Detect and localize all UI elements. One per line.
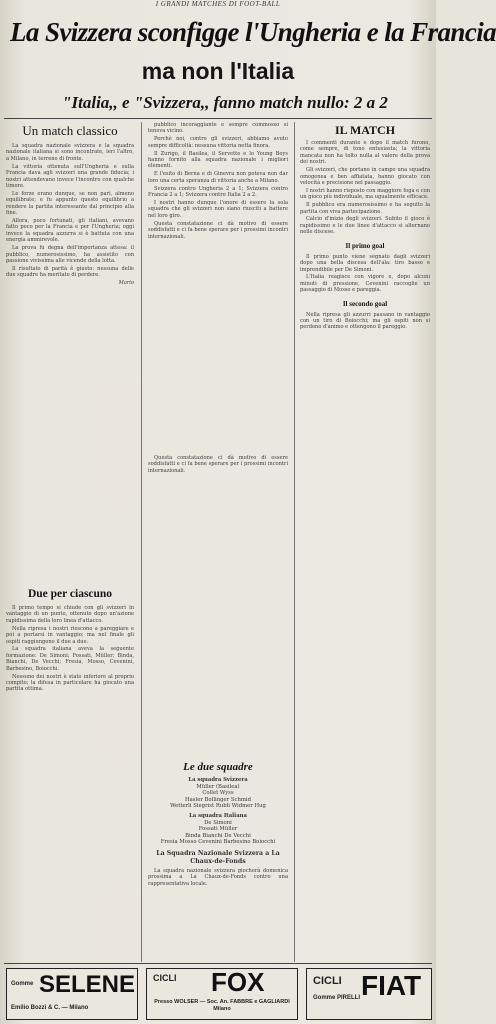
ad-sub: Presso WOLSER — Soc. An. FABBRE e GAGLIARDI Milano bbox=[154, 999, 290, 1012]
paragraph: Il primo punto viene segnato dagli svizzeri dopo una bella discesa dell'ala: tiro basso e imprendibile per De Simoni. bbox=[300, 253, 430, 273]
team-line: Fossati Müller bbox=[198, 826, 238, 833]
advertisement-fox bbox=[146, 968, 298, 1020]
ad-top: CICLI bbox=[153, 973, 177, 983]
divider bbox=[4, 118, 432, 119]
ad-sub: Gomme PIRELLI bbox=[313, 995, 361, 1001]
column-rule bbox=[141, 122, 142, 962]
column-center-text bbox=[148, 455, 288, 755]
paragraph: Il primo tempo si chiude con gli svizzeri in vantaggio di un punto, ottenuto dopo un'azione rapidissima della loro linea d'attacco. bbox=[6, 605, 134, 624]
column-right bbox=[300, 122, 430, 962]
team-line: Collet Wyss bbox=[202, 790, 234, 797]
ad-brand: SELENE bbox=[39, 971, 136, 998]
paragraph: Il pubblico era numerosissimo e ha seguito la partita con viva partecipazione. bbox=[300, 202, 430, 215]
divider bbox=[4, 963, 432, 964]
paragraph: La squadra nazionale svizzera e la squadra nazionale italiana si sono incontrate, ieri l'altro, a Milano, in terreno di fronte. bbox=[6, 143, 134, 162]
paragraph: I nostri hanno dunque l'onore di essere la sola squadra che gli svizzeri non siano riusciti a battere nel loro giro. bbox=[148, 199, 288, 219]
paragraph: La prova fu degna dell'importanza attesa: il pubblico, numerosissimo, ha assistito con passione vivissima alle vicende della lotta. bbox=[6, 245, 134, 264]
paragraph: Questa constatazione ci dà motivo di essere soddisfatti e ci fa bene sperare per i prossimi incontri internazionali. bbox=[148, 455, 288, 474]
paragraph: La squadra italiana aveva la seguente formazione: De Simoni; Fossati, Müller; Binda, Bianchi, De Vecchi; Fresia, Mosso, Cevenini, Barbesino, Boiocchi. bbox=[6, 646, 134, 672]
column-center bbox=[148, 122, 288, 452]
paragraph: Il risultato di parità è giusto: nessuna delle due squadre ha meritato di perdere. bbox=[6, 265, 134, 279]
advertisement-selene bbox=[6, 968, 138, 1020]
subsection-title: Il primo goal bbox=[345, 241, 385, 250]
ad-top: Gomme bbox=[11, 981, 34, 987]
paragraph: Svizzera contro Ungheria 2 a 1; Svizzera contro Francia 2 a 1; Svizzera contro Italia 2 a 2. bbox=[148, 185, 288, 199]
teams-box bbox=[148, 760, 288, 960]
paragraph: L'Italia reagisce con vigore e, dopo alcuni minuti di pressione, Cevenini raccoglie un passaggio di Mosso e pareggia. bbox=[300, 274, 430, 294]
team-name: La squadra Italiana bbox=[189, 812, 247, 819]
paragraph: Gli svizzeri, che portano in campo una squadra omogenea e ben affiatata, hanno giocato con velocità e precisione nel passaggio. bbox=[300, 167, 430, 186]
section-title: Un match classico bbox=[22, 123, 118, 138]
paragraph: I nostri hanno risposto con maggiore foga e con un gioco più individuale, ma ugualmente efficace. bbox=[300, 187, 430, 201]
paragraph: Nella ripresa i nostri riescono a pareggiare e poi a portarsi in vantaggio; ma nel finale gli ospiti raggiungono il due a due. bbox=[6, 625, 134, 645]
section-title: Due per ciascuno bbox=[27, 588, 113, 600]
column-rule bbox=[294, 122, 295, 962]
subheadline: ma non l'Italia bbox=[141, 58, 295, 84]
team-line: Hasler Bollinger Schmid bbox=[185, 796, 251, 803]
team-line: Fresia Mosso Cevenini Barbesino Boiocchi bbox=[160, 839, 276, 846]
ad-brand: FOX bbox=[211, 967, 265, 997]
paragraph: pubblico incoraggiante e sempre commosso si teneva vicino. bbox=[148, 122, 288, 135]
team-name: La squadra Svizzera bbox=[188, 777, 248, 783]
column-left bbox=[6, 122, 134, 582]
paragraph bbox=[148, 868, 288, 908]
paragraph: Nella ripresa gli azzurri passano in vantaggio con un tiro di Boiocchi; ma gli ospiti non si perdono d'animo e ottengono il pareggio. bbox=[300, 311, 430, 331]
team-line: De Simoni bbox=[204, 819, 232, 826]
paragraph-text: La squadra nazionale svizzera giocherà domenica prossima a La Chaux-de-Fonds contro una rappresentativa locale. bbox=[148, 867, 288, 887]
ad-top: CICLI bbox=[313, 975, 342, 987]
paragraph: E l'esito di Berna e di Ginevra non poteva non dar loro una certa speranza di vittoria anche a Milano. bbox=[148, 171, 288, 184]
team-line: Müller (Basilea) bbox=[196, 783, 240, 790]
teams-title: Le due squadre bbox=[183, 761, 253, 773]
column-left-lower bbox=[6, 586, 134, 941]
paragraph: I commenti durante e dopo il match furono, come sempre, di tono entusiasta; la vittoria mancata non ha tolto nulla al valore della prova dei nostri. bbox=[300, 140, 430, 166]
ad-sub: Emilio Bozzi & C. — Milano bbox=[11, 1005, 89, 1011]
advertisement-fiat bbox=[306, 968, 432, 1020]
paragraph: Calcio d'inizio degli svizzeri. Subito il gioco è rapidissimo e le due linee d'attacco si alternano nelle discese. bbox=[300, 216, 430, 236]
deck: "Italia,, e "Svizzera,, fanno match nullo: 2 a 2 bbox=[62, 93, 388, 112]
headline: La Svizzera sconfigge l'Ungheria e la Francia bbox=[10, 17, 496, 47]
paragraph: Il Zurigo, il Basilea, il Servette e lo Young Boys hanno fornito alla squadra nazionale i migliori elementi. bbox=[148, 150, 288, 170]
paragraph: Perchè noi, contro gli svizzeri, abbiamo avuto sempre difficoltà: nessuna vittoria netta finora. bbox=[148, 136, 288, 149]
paragraph: Allora, poco fortunati, gli italiani, avevano fatto poco per la Francia e per l'Ungheria; oggi invece la squadra azzurra si è battuta con una energia ammirevole. bbox=[6, 217, 134, 244]
byline: Mario bbox=[118, 280, 134, 287]
paragraph: Nessuno dei nostri è stato inferiore al proprio compito; la difesa in particolare ha giocato una partita ottima. bbox=[6, 673, 134, 693]
paragraph: Questa constatazione ci dà motivo di essere soddisfatti e ci fa bene sperare per i prossimi incontri internazionali. bbox=[148, 220, 288, 240]
paragraph: Le forze erano dunque, se non pari, almeno equilibrate; e fu appunto questo equilibrio a rendere la partita interessante dal principio alla fine. bbox=[6, 190, 134, 217]
team-line: Wetterli Siegrist Rubli Widmer Hug bbox=[170, 803, 266, 810]
subsection-title: Il secondo goal bbox=[342, 299, 388, 308]
ad-brand: FIAT bbox=[361, 970, 422, 1001]
banner-title: La Squadra Nazionale Svizzera a La Chaux-de-Fonds bbox=[156, 849, 280, 865]
running-head: I GRANDI MATCHES DI FOOT-BALL bbox=[155, 0, 281, 8]
paragraph: La vittoria ottenuta sull'Ungheria e sulla Francia dava agli svizzeri una grande fiducia; i nostri attendevano invece l'incontro con qualche timore. bbox=[6, 163, 134, 189]
team-line: Binda Bianchi De Vecchi bbox=[185, 832, 251, 839]
section-title: IL MATCH bbox=[334, 123, 396, 137]
